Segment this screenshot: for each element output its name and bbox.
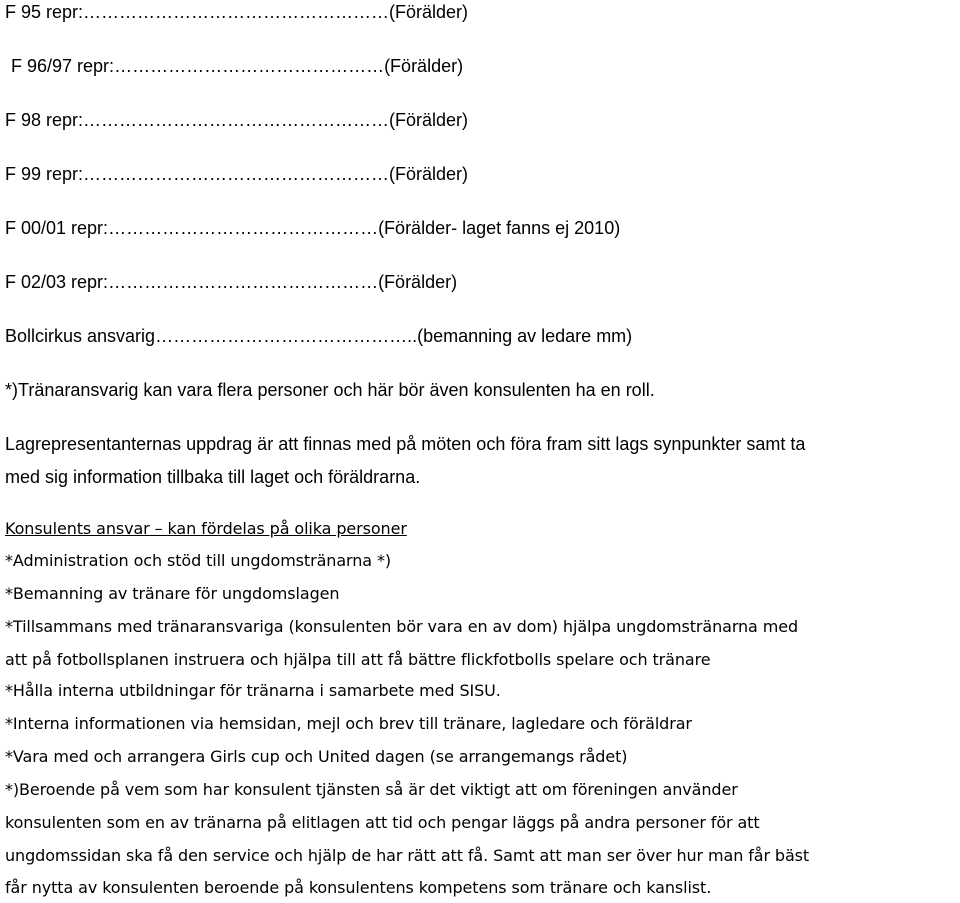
konsulent-line: *Administration och stöd till ungdomstränarna *) xyxy=(5,551,391,570)
roster-role: (Förälder) xyxy=(389,110,469,130)
lagrepresentanter-line-2: med sig information tillbaka till laget och föräldrarna. xyxy=(5,467,421,487)
konsulent-line: *Interna informationen via hemsidan, mejl och brev till tränare, lagledare och föräldrar xyxy=(5,714,692,733)
roster-role: (Förälder) xyxy=(389,164,469,184)
konsulent-line: *)Beroende på vem som har konsulent tjänsten så är det viktigt att om föreningen använder xyxy=(5,780,738,799)
roster-label: F 95 repr: xyxy=(5,2,84,22)
konsulent-heading xyxy=(5,518,407,540)
roster-role: (Förälder) xyxy=(384,56,464,76)
roster-role: (Förälder) xyxy=(389,2,469,22)
konsulent-heading-a: Konsulents ansvar xyxy=(5,519,150,538)
roster-label: F 99 repr: xyxy=(5,164,84,184)
roster-line-f99 xyxy=(5,163,468,185)
roster-label: F 02/03 repr: xyxy=(5,272,109,292)
konsulent-line: att på fotbollsplanen instruera och hjälpa till att få bättre flickfotbolls spelare och tränare xyxy=(5,650,711,669)
konsulent-line: ungdomssidan ska få den service och hjälp de har rätt att få. Samt att man ser över hur man får bäst xyxy=(5,846,810,865)
roster-label: F 96/97 repr: xyxy=(11,56,115,76)
roster-role: (Förälder) xyxy=(378,272,458,292)
roster-dots: …………………………………………… xyxy=(83,2,390,22)
konsulent-line: *Vara med och arrangera Girls cup och United dagen (se arrangemangs rådet) xyxy=(5,747,628,766)
konsulent-line: får nytta av konsulenten beroende på konsulentens kompetens som tränare och kanslist. xyxy=(5,878,712,897)
roster-line-f0001 xyxy=(5,217,620,239)
konsulent-heading-sep: – xyxy=(149,519,168,538)
roster-dots: ……………………………………… xyxy=(108,218,379,238)
konsulent-line: *Tillsammans med tränaransvariga (konsulenten bör vara en av dom) hjälpa ungdomstränarna med xyxy=(5,617,799,636)
roster-line-bollcirkus xyxy=(5,325,632,347)
roster-role: (bemanning av ledare mm) xyxy=(417,326,633,346)
roster-line-f9697 xyxy=(11,55,463,77)
lagrepresentanter-line-1: Lagrepresentanternas uppdrag är att finnas med på möten och föra fram sitt lags synpunkter samt ta xyxy=(5,434,806,454)
roster-label: Bollcirkus ansvarig xyxy=(5,326,156,346)
roster-dots: …………………………………….. xyxy=(155,326,418,346)
konsulent-line: *Bemanning av tränare för ungdomslagen xyxy=(5,584,340,603)
roster-dots: ……………………………………… xyxy=(108,272,379,292)
roster-line-f98 xyxy=(5,109,468,131)
roster-label: F 98 repr: xyxy=(5,110,84,130)
roster-dots: ……………………………………… xyxy=(114,56,385,76)
konsulent-heading-b: kan fördelas på olika personer xyxy=(167,519,407,538)
note-tranaransvarig: *)Tränaransvarig kan vara flera personer och här bör även konsulenten ha en roll. xyxy=(5,380,655,400)
roster-label: F 00/01 repr: xyxy=(5,218,109,238)
roster-dots: …………………………………………… xyxy=(83,164,390,184)
roster-role: (Förälder- laget fanns ej 2010) xyxy=(378,218,621,238)
roster-dots: …………………………………………… xyxy=(83,110,390,130)
konsulent-line: *Hålla interna utbildningar för tränarna i samarbete med SISU. xyxy=(5,681,501,700)
roster-line-f0203 xyxy=(5,271,457,293)
roster-line-f95 xyxy=(5,1,468,23)
konsulent-line: konsulenten som en av tränarna på elitlagen att tid och pengar läggs på andra personer för att xyxy=(5,813,760,832)
